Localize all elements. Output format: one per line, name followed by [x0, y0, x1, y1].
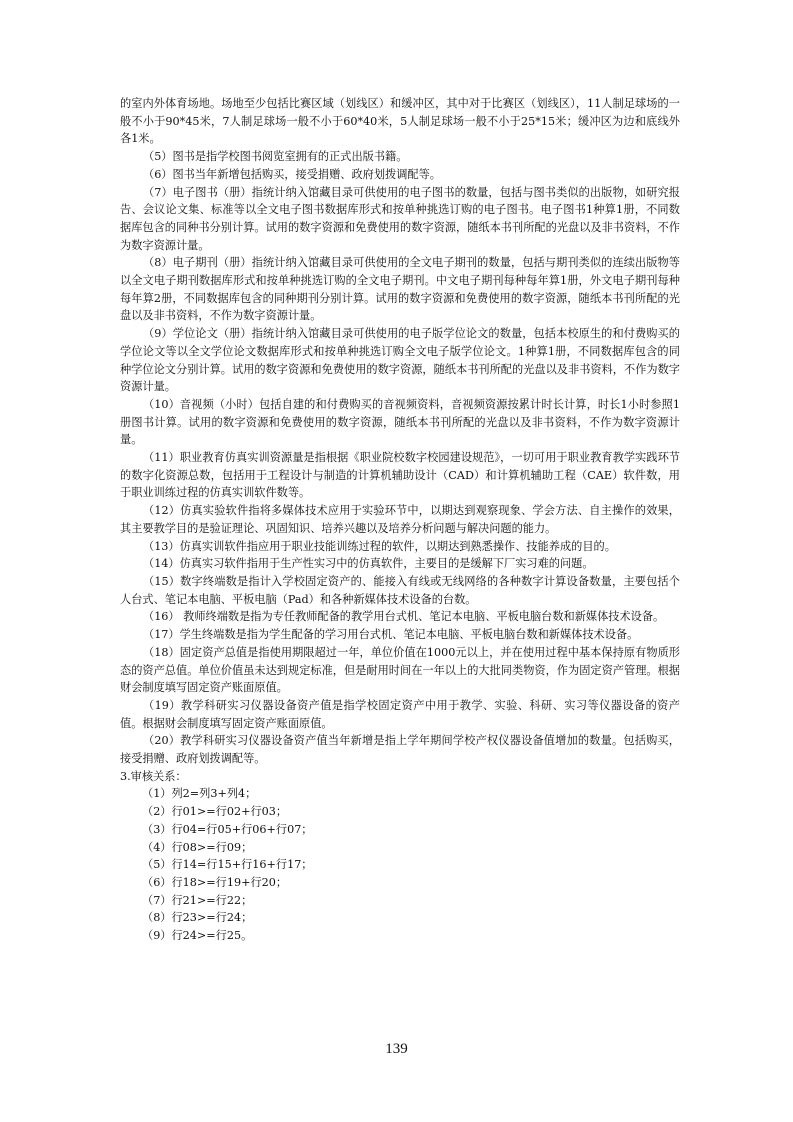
paragraph-item-13: （13）仿真实训软件指应用于职业技能训练过程的软件，以期达到熟悉操作、技能养成的目的。 [143, 539, 616, 553]
paragraph-item-10: （10）音视频（小时）包括自建的和付费购买的音视频资料，音视频资源按累计时长计算，时长1小时参照1册图书计算。试用的数字资源和免费使用的数字资源，随纸本书刊所配的光盘以及非书资料，不作为数字资源计量。 [120, 397, 680, 447]
check-item: （1）列2=列3+列4； [142, 787, 257, 801]
check-item: （3）行04=行05+行06+行07； [142, 822, 313, 836]
paragraph-item-17: （17）学生终端数是指为学生配备的学习用台式机、笔记本电脑、平板电脑台数和新媒体技术设备。 [143, 628, 639, 642]
check-item: （8）行23>=行24； [142, 911, 253, 925]
paragraph-item-9: （9）学位论文（册）指统计纳入馆藏目录可供使用的电子版学位论文的数量，包括本校原生的和付费购买的学位论文等以全文学位论文数据库形式和按单种挑选订购全文电子版学位论文。1种算1册，不同数据库包含的同种学位论文分别计算。试用的数字资源和免费使用的数字资源，随纸本书刊所配的光盘以及非书资料，不作为数字资源计量。 [120, 327, 680, 394]
paragraph-item-18: （18）固定资产总值是指使用期限超过一年，单位价值在1000元以上，并在使用过程中基本保持原有物质形态的资产总值。单位价值虽未达到规定标准，但是耐用时间在一年以上的大批同类物资，作为固定资产管理。根据财会制度填写固定资产账面原值。 [120, 645, 680, 695]
check-item: （7）行21>=行22； [142, 893, 253, 907]
page-number: 139 [385, 1041, 408, 1057]
paragraph-item-20: （20）教学科研实习仪器设备资产值当年新增是指上学年期间学校产权仪器设备值增加的数量。包括购买，接受捐赠、政府划拨调配等。 [120, 734, 680, 766]
paragraph-item-15: （15）数字终端数是指计入学校固定资产的、能接入有线或无线网络的各种数字计算设备数量，主要包括个人台式、笔记本电脑、平板电脑（Pad）和各种新媒体技术设备的台数。 [120, 574, 680, 606]
document-body [120, 95, 680, 945]
check-item: （4）行08>=行09； [142, 840, 253, 854]
check-item: （2）行01>=行02+行03； [142, 805, 288, 819]
paragraph-item-11: （11）职业教育仿真实训资源量是指根据《职业院校数字校园建设规范》，一切可用于职业教育教学实践环节的数字化资源总数，包括用于工程设计与制造的计算机辅助设计（CAD）和计算机辅助工程（CAE）软件数，用于职业训练过程的仿真实训软件数等。 [120, 451, 680, 500]
paragraph-item-12: （12）仿真实验软件指将多媒体技术应用于实验环节中，以期达到观察现象、学会方法、自主操作的效果，其主要教学目的是验证理论、巩固知识、培养兴趣以及培养分析问题与解决问题的能力。 [120, 504, 680, 535]
paragraph-item-16: （16） 教师终端数是指为专任教师配备的教学用台式机、笔记本电脑、平板电脑台数和新媒体技术设备。 [143, 610, 665, 624]
section-title-audit-relations: 3.审核关系： [120, 769, 187, 783]
paragraph-item-14: （14）仿真实习软件指用于生产性实习中的仿真软件，主要目的是缓解下厂实习难的问题。 [143, 557, 594, 571]
paragraph-item-5: （5）图书是指学校图书阅览室拥有的正式出版书籍。 [143, 150, 408, 164]
paragraph-item-7: （7）电子图书（册）指统计纳入馆藏目录可供使用的电子图书的数量，包括与图书类似的出版物，如研究报告、会议论文集、标准等以全文电子图书数据库形式和按单种挑选订购的电子图书。电子图书1种算1册，不同数据库包含的同种书分别计算。试用的数字资源和免费使用的数字资源，随纸本书刊所配的光盘以及非书资料，不作为数字资源计量。 [120, 185, 680, 252]
check-item: （5）行14=行15+行16+行17； [142, 858, 313, 872]
paragraph-football-field: 的室内外体育场地。场地至少包括比赛区域（划线区）和缓冲区，其中对于比赛区（划线区），11人制足球场的一般不小于90*45米，7人制足球场一般不小于60*40米，5人制足球场一般不小于25*15米；缓冲区为边和底线外各1米。 [120, 97, 680, 146]
check-item: （9）行24>=行25。 [142, 929, 253, 943]
paragraph-item-19: （19）教学科研实习仪器设备资产值是指学校固定资产中用于教学、实验、科研、实习等仪器设备的资产值。根据财会制度填写固定资产账面原值。 [120, 698, 680, 730]
check-item: （6）行18>=行19+行20； [142, 875, 288, 889]
paragraph-item-6: （6）图书当年新增包括购买，接受捐赠、政府划拨调配等。 [143, 167, 441, 181]
paragraph-item-8: （8）电子期刊（册）指统计纳入馆藏目录可供使用的全文电子期刊的数量，包括与期刊类似的连续出版物等以全文电子期刊数据库形式和按单种挑选订购的全文电子期刊。中文电子期刊每种每年算1册，外文电子期刊每种每年算2册，不同数据库包含的同种期刊分别计算。试用的数字资源和免费使用的数字资源，随纸本书刊所配的光盘以及非书资料，不作为数字资源计量。 [120, 256, 680, 323]
